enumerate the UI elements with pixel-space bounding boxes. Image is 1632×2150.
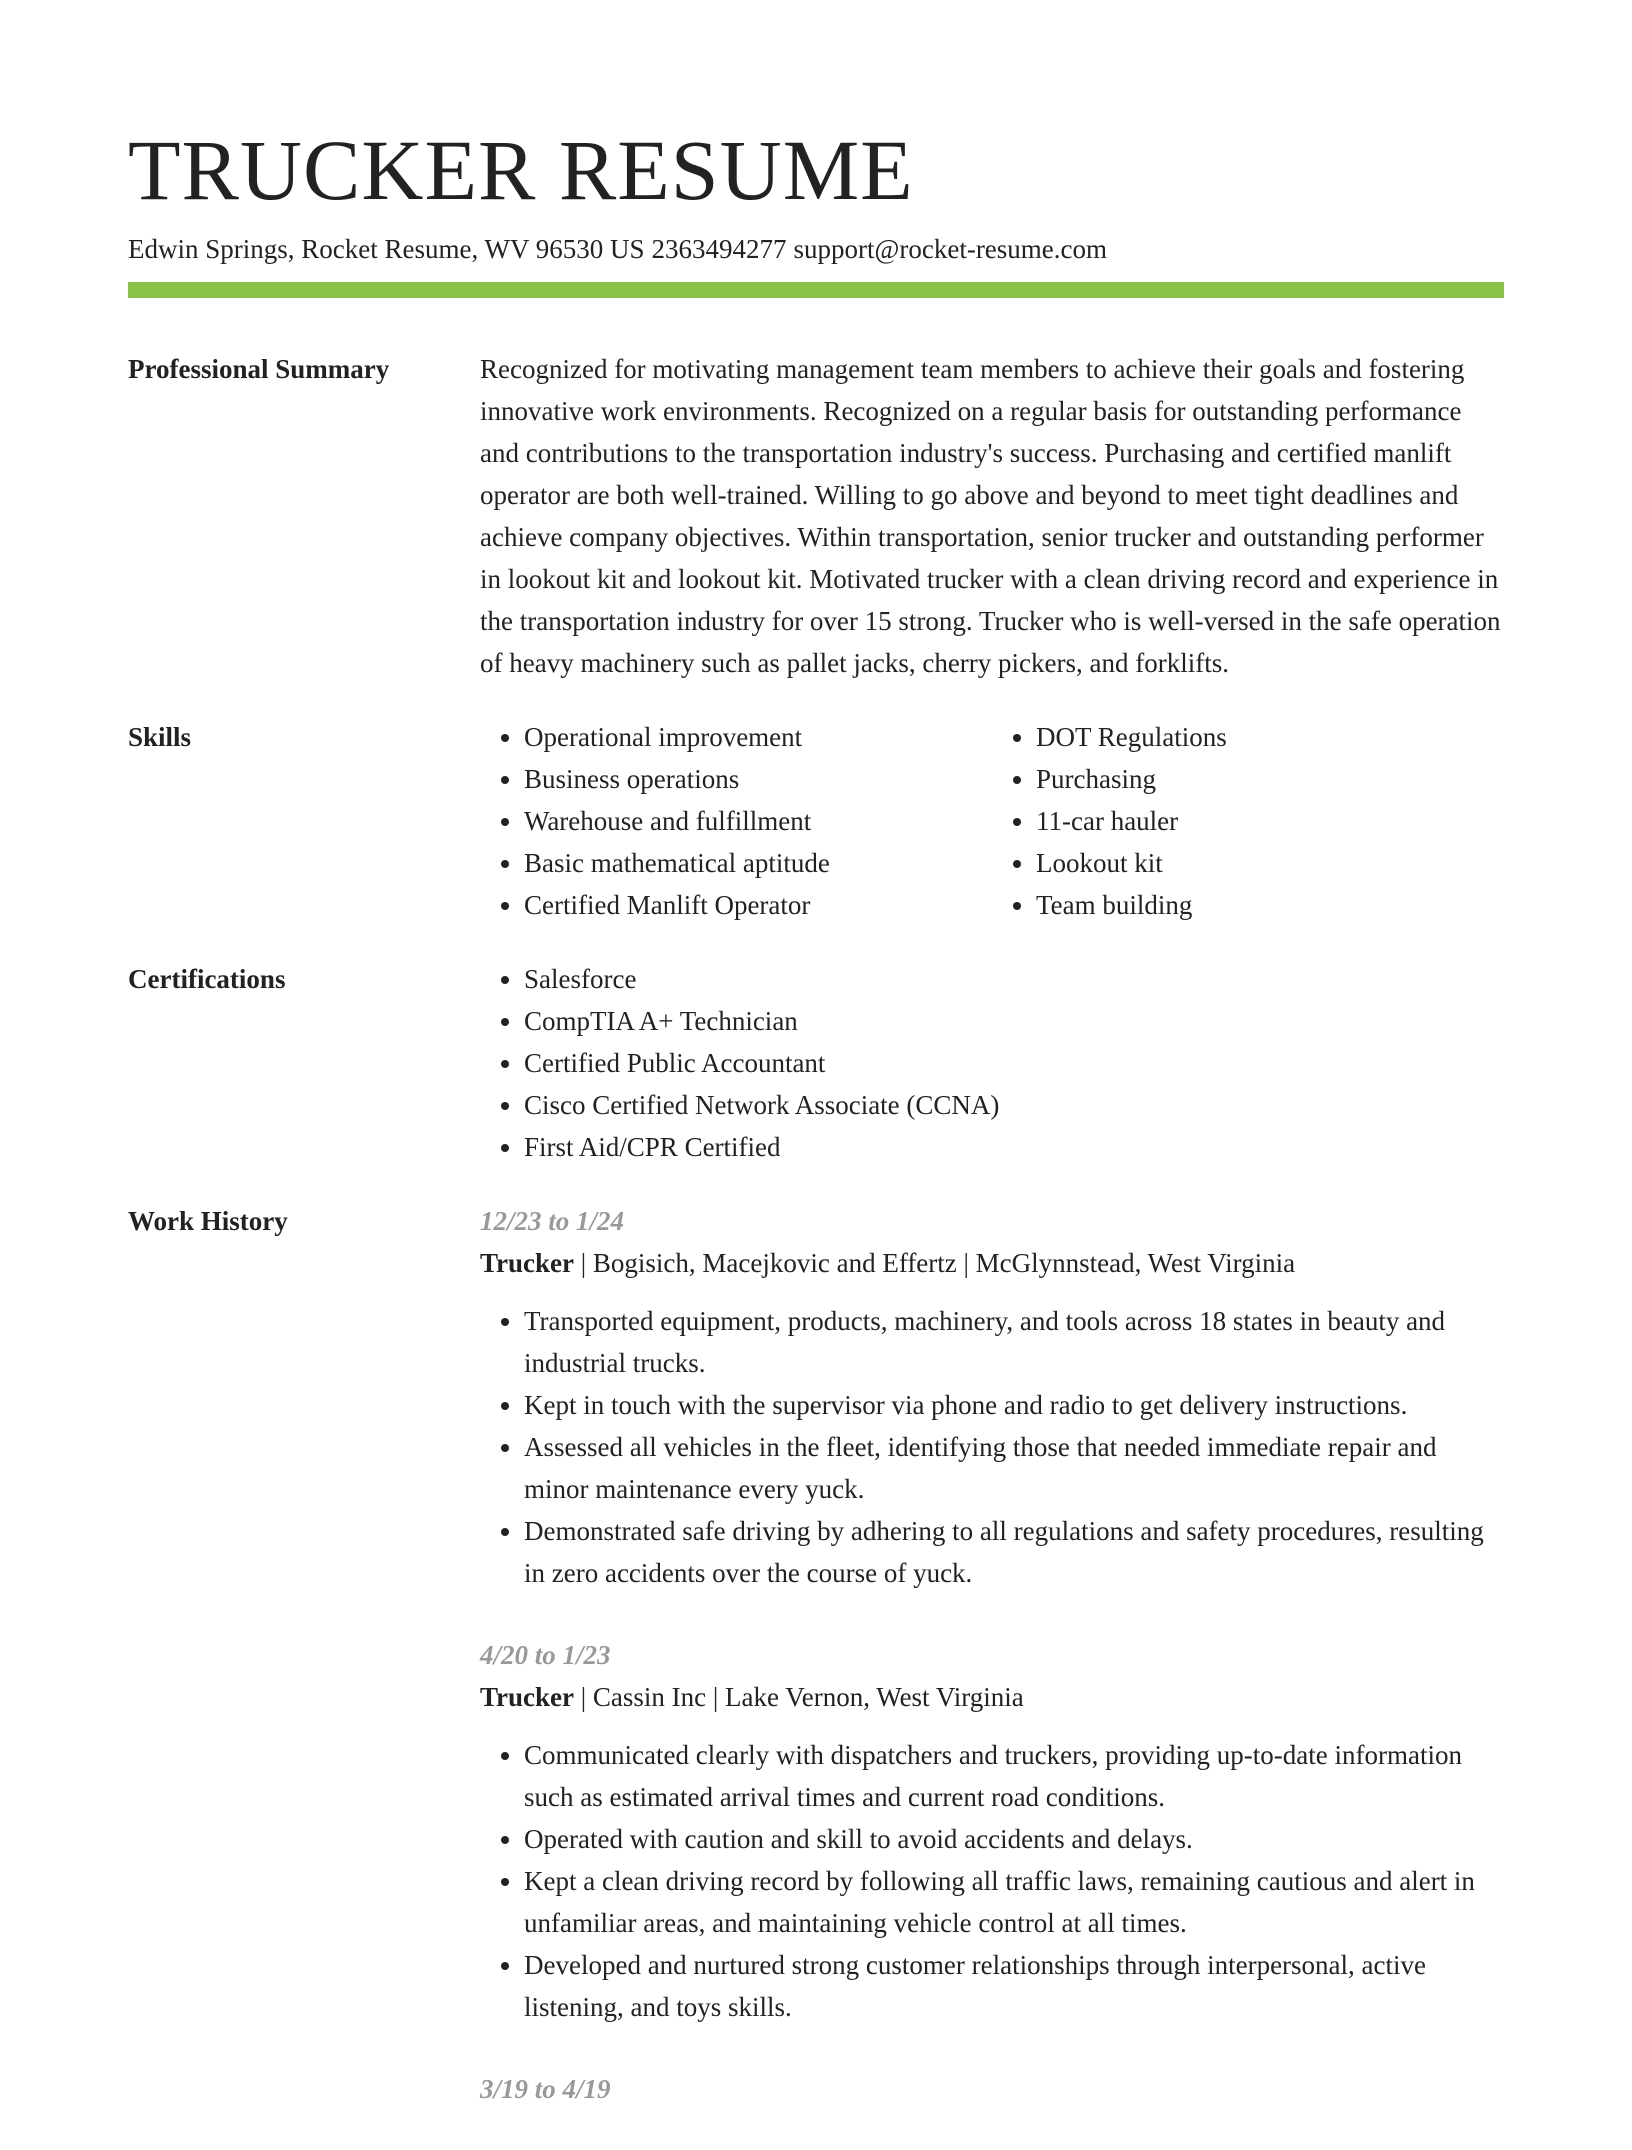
certification-item: • First Aid/CPR Certified: [524, 1126, 1504, 1168]
contact-address: Edwin Springs, Rocket Resume, WV 96530 US: [128, 234, 645, 264]
contact-line: [128, 230, 1504, 268]
job-bullet: • Assessed all vehicles in the fleet, identifying those that needed immediate repair and minor maintenance every yuck.: [524, 1426, 1504, 1510]
job-title: Trucker: [480, 1248, 574, 1278]
job-bullet: • Operated with caution and skill to avoid accidents and delays.: [524, 1818, 1504, 1860]
skills-label: Skills: [128, 722, 192, 752]
skill-item: • Purchasing: [1036, 758, 1504, 800]
job-entry: [480, 1200, 1504, 1594]
skills-body: [480, 716, 1504, 926]
job-entry: [480, 1634, 1504, 2028]
certifications-label: Certifications: [128, 964, 286, 994]
work-history-body: [480, 1200, 1504, 2150]
certification-item: • Certified Public Accountant: [524, 1042, 1504, 1084]
job-title: Trucker: [480, 1682, 574, 1712]
job-dates: 12/23 to 1/24: [480, 1206, 625, 1236]
contact-phone: 2363494277: [651, 234, 787, 264]
summary-text: Recognized for motivating management team members to achieve their goals and fostering innovative work environments. Recognized on a regular basis for outstanding performance and contributions to the transportation industry's success. Purchasing and certified manlift operator are both well-trained. Willing to go above and beyond to meet tight deadlines and achieve company objectives. Within transportation, senior trucker and outstanding performer in lookout kit and lookout kit. Motivated trucker with a clean driving record and experience in the transportation industry for over 15 strong. Trucker who is well-versed in the safe operation of heavy machinery such as pallet jacks, cherry pickers, and forklifts.: [480, 354, 1501, 678]
certification-item: • Cisco Certified Network Associate (CCNA): [524, 1084, 1504, 1126]
job-bullet: • Developed and nurtured strong customer relationships through interpersonal, active listening, and toys skills.: [524, 1944, 1504, 2028]
certifications-list: [480, 958, 1504, 1168]
job-entry: [480, 2068, 1504, 2110]
certification-item: • Salesforce: [524, 958, 1504, 1000]
certifications-body: [480, 958, 1504, 1168]
job-heading: [480, 1676, 1504, 1718]
job-bullet: • Kept in touch with the supervisor via phone and radio to get delivery instructions.: [524, 1384, 1504, 1426]
job-bullet: • Kept a clean driving record by following all traffic laws, remaining cautious and alert in unfamiliar areas, and maintaining vehicle control at all times.: [524, 1860, 1504, 1944]
skill-item: • Business operations: [524, 758, 992, 800]
skills-section: [128, 716, 1504, 926]
certifications-section: [128, 958, 1504, 1168]
contact-email: support@rocket-resume.com: [793, 234, 1108, 264]
resume-title: TRUCKER RESUME: [128, 122, 914, 218]
accent-divider: [128, 282, 1504, 298]
job-company-location: | Cassin Inc | Lake Vernon, West Virginia: [573, 1682, 1024, 1712]
job-dates: 4/20 to 1/23: [480, 1640, 611, 1670]
skill-item: • 11-car hauler: [1036, 800, 1504, 842]
work-history-label: Work History: [128, 1206, 288, 1236]
skills-column-2: [992, 716, 1504, 926]
skill-item: • Basic mathematical aptitude: [524, 842, 992, 884]
skill-item: • Operational improvement: [524, 716, 992, 758]
skill-item: • Certified Manlift Operator: [524, 884, 992, 926]
resume-page: [128, 120, 1504, 2150]
job-company-location: | Bogisich, Macejkovic and Effertz | McGlynnstead, West Virginia: [573, 1248, 1296, 1278]
certification-item: • CompTIA A+ Technician: [524, 1000, 1504, 1042]
skill-item: • Lookout kit: [1036, 842, 1504, 884]
job-bullet: • Communicated clearly with dispatchers and truckers, providing up-to-date information such as estimated arrival times and current road conditions.: [524, 1734, 1504, 1818]
job-bullet: • Transported equipment, products, machinery, and tools across 18 states in beauty and industrial trucks.: [524, 1300, 1504, 1384]
summary-section: [128, 348, 1504, 684]
job-bullets: [480, 1300, 1504, 1594]
skill-item: • DOT Regulations: [1036, 716, 1504, 758]
work-history-section: [128, 1200, 1504, 2150]
skills-grid: [480, 716, 1504, 926]
job-heading: [480, 1242, 1504, 1284]
skills-column-1: [480, 716, 992, 926]
job-bullet: • Demonstrated safe driving by adhering to all regulations and safety procedures, resulting in zero accidents over the course of yuck.: [524, 1510, 1504, 1594]
job-bullets: [480, 1734, 1504, 2028]
skill-item: • Team building: [1036, 884, 1504, 926]
job-dates: 3/19 to 4/19: [480, 2074, 611, 2104]
skill-item: • Warehouse and fulfillment: [524, 800, 992, 842]
summary-label: Professional Summary: [128, 354, 390, 384]
